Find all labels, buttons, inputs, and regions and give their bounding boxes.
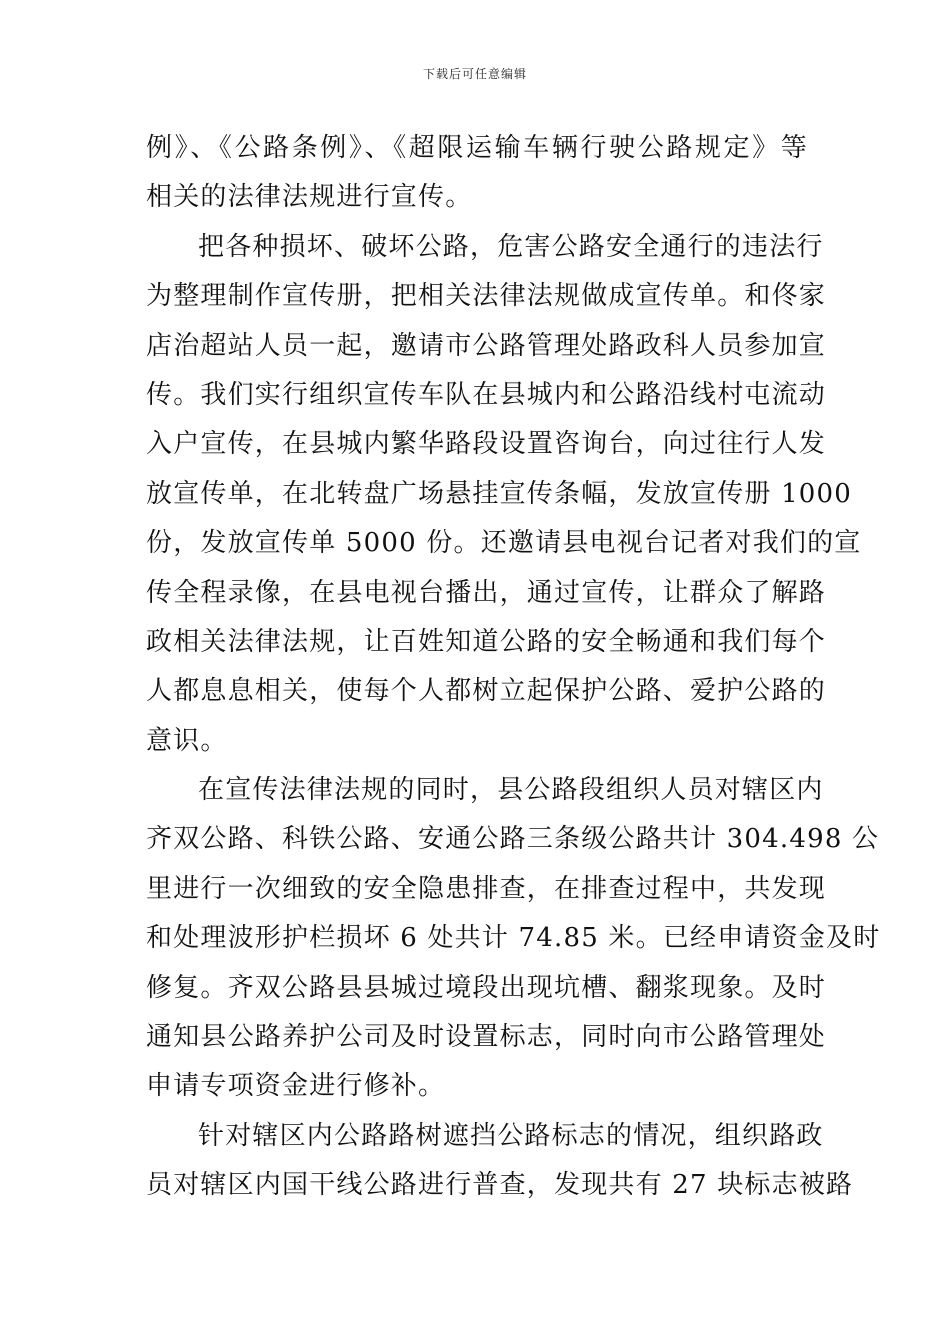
text-line: 份，发放宣传单 5000 份。还邀请县电视台记者对我们的宣 (146, 528, 862, 559)
text-line: 人都息息相关，使每个人都树立起保护公路、爱护公路的 (146, 676, 827, 707)
text-line: 意识。 (146, 725, 228, 756)
text-line: 政相关法律法规，让百姓知道公路的安全畅通和我们每个 (146, 626, 827, 657)
text-line: 放宣传单，在北转盘广场悬挂宣传条幅，发放宣传册 1000 (146, 478, 853, 509)
text-line: 传全程录像，在县电视台播出，通过宣传，让群众了解路 (146, 577, 827, 608)
text-line: 员对辖区内国干线公路进行普查，发现共有 27 块标志被路 (146, 1170, 854, 1201)
text-line: 入户宣传，在县城内繁华路段设置咨询台，向过往行人发 (146, 429, 827, 460)
text-line: 把各种损坏、破坏公路，危害公路安全通行的违法行 (198, 231, 824, 262)
text-line: 店治超站人员一起，邀请市公路管理处路政科人员参加宣 (146, 330, 827, 361)
text-line: 和处理波形护栏损坏 6 处共计 74.85 米。已经申请资金及时 (146, 923, 881, 954)
text-line: 在宣传法律法规的同时，县公路段组织人员对辖区内 (198, 775, 824, 806)
text-line: 传。我们实行组织宣传车队在县城内和公路沿线村屯流动 (146, 379, 827, 410)
text-line: 例》、《公路条例》、《超限运输车辆行驶公路规定》等 (146, 133, 808, 163)
text-line: 相关的法律法规进行宣传。 (146, 182, 473, 213)
text-line: 通知县公路养护公司及时设置标志，同时向市公路管理处 (146, 1022, 827, 1053)
text-line: 里进行一次细致的安全隐患排查，在排查过程中，共发现 (146, 873, 827, 904)
text-line: 申请专项资金进行修补。 (146, 1071, 446, 1102)
page-header: 下载后可任意编辑 (422, 67, 527, 81)
text-line: 针对辖区内公路路树遮挡公路标志的情况，组织路政 (198, 1120, 824, 1151)
text-line: 为整理制作宣传册，把相关法律法规做成宣传单。和佟家 (146, 281, 827, 312)
text-line: 修复。齐双公路县县城过境段出现坑槽、翻浆现象。及时 (146, 972, 827, 1003)
text-line: 齐双公路、科铁公路、安通公路三条级公路共计 304.498 公 (146, 824, 880, 855)
body-text (146, 124, 881, 1211)
